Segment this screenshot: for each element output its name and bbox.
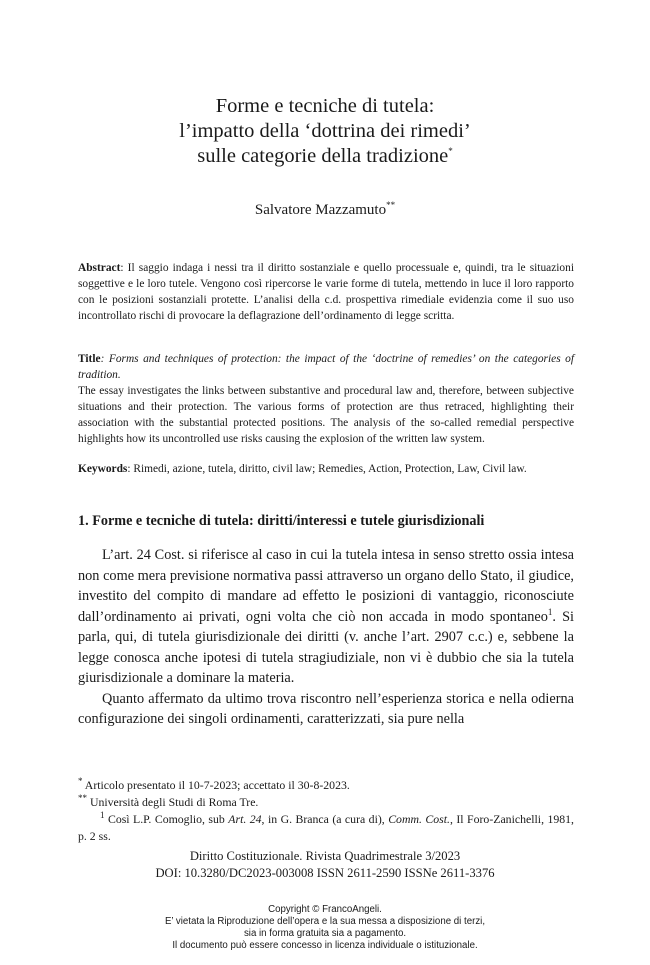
footnote-1 (78, 777, 574, 794)
footnote-3-italic-2: Comm. Cost. (388, 812, 450, 826)
paragraph-2: Quanto affermato da ultimo trova riscontro nell’esperienza storica e nella odierna configurazione dei singoli ordinamenti, caratterizzati, sia pure nella (78, 690, 574, 727)
footnote-ref-1: 1 (547, 606, 553, 617)
footnote-2-mark: ** (78, 793, 87, 804)
abstract-label: Abstract (78, 262, 121, 274)
copyright-line-3: sia in forma gratuita sia a pagamento. (243, 928, 407, 939)
copyright-line-2: E’ vietata la Riproduzione dell’opera e la sua messa a disposizione di terzi, (164, 916, 486, 927)
english-title-label: Title (78, 353, 101, 365)
author (0, 202, 650, 219)
footnote-3-mark: 1 (100, 810, 105, 821)
footnote-3-part-c: , Il Foro-Zanichelli, 1981, p. 2 ss. (78, 812, 575, 843)
keywords-text: : Rimedi, azione, tutela, diritto, civil law; Remedies, Action, Protection, Law, Civil law. (127, 463, 527, 475)
keywords (78, 461, 574, 477)
article-title (0, 94, 650, 169)
footnote-3-part-a: Così L.P. Comoglio, sub (104, 812, 229, 826)
footnote-3-italic-1: Art. 24 (228, 812, 262, 826)
keywords-label: Keywords (78, 463, 128, 475)
journal-line-1: Diritto Costituzionale. Rivista Quadrimestrale 3/2023 (189, 849, 461, 863)
paragraph-1-part-a: L’art. 24 Cost. si riferisce al caso in cui la tutela intesa in senso stretto ossia intesa non come mera previsione normativa passi attraverso un organo dello Stato, il giudice, investito del compito di mandare ad effetto le posizioni di vantaggio, riconosciute dall’ordinamento ai privati, ogni volta che ciò non accada in modo spontaneo (78, 547, 574, 625)
english-title: : Forms and techniques of protection: the impact of the ‘doctrine of remedies’ on the categories of tradition. (78, 353, 574, 381)
english-abstract (78, 351, 574, 447)
footnote-2-text: Università degli Studi di Roma Tre. (87, 795, 259, 809)
journal-line-2: DOI: 10.3280/DC2023-003008 ISSN 2611-2590 ISSNe 2611-3376 (155, 866, 495, 880)
journal-info (0, 848, 650, 882)
english-abstract-text: The essay investigates the links between substantive and procedural law and, therefore, between subjective situations and their protection. The various forms of protection are thus retraced, highlighting their association with the substantial protected positions. The analysis of the so-called remedial perspective highlights how its uncontrolled use risks causing the explosion of the written law system. (78, 385, 574, 445)
author-name: Salvatore Mazzamuto (254, 202, 387, 218)
paragraph-1 (78, 545, 574, 689)
body-text (78, 545, 574, 730)
copyright-notice (0, 904, 650, 952)
footnote-1-mark: * (78, 776, 83, 787)
title-line-1: Forme e tecniche di tutela: (215, 95, 435, 117)
footnote-1-text: Articolo presentato il 10-7-2023; accettato il 30-8-2023. (82, 778, 350, 792)
abstract (78, 260, 574, 324)
footnote-3-part-b: , in G. Branca (a cura di), (261, 812, 389, 826)
abstract-text: : Il saggio indaga i nessi tra il diritto sostanziale e quello processuale e, quindi, tra le situazioni soggettive e le loro tutele. Vengono così ripercorse le varie forme di tutela, mettendo in luce il loro rapporto con le posizioni sostanziali protette. L’analisi della c.d. prospettiva rimediale evidenzia come il suo uso incontrollato rischi di provocare la deflagrazione dell’ordinamento di legge scritta. (78, 262, 574, 322)
footnote-2 (78, 794, 574, 811)
title-line-3-text: sulle categorie della tradizione (197, 145, 449, 167)
title-line-2: l’impatto della ‘dottrina dei rimedi’ (179, 120, 471, 142)
footnote-3 (78, 811, 574, 845)
paragraph-1-part-b: . Si parla, qui, di tutela giurisdizionale dei diritti (v. anche l’art. 2907 c.c.) e, sebbene la legge conosca anche ipotesi di tutela stragiudiziale, non vi è dubbio che sia la tutela giurisdizionale a dominare la materia. (78, 608, 574, 686)
title-line-3 (0, 144, 650, 169)
author-footnote-mark: ** (386, 200, 396, 210)
section-heading: 1. Forme e tecniche di tutela: diritti/interessi e tutele giurisdizionali (78, 513, 485, 529)
title-footnote-mark: * (448, 146, 453, 157)
copyright-line-1: Copyright © FrancoAngeli. (268, 904, 382, 915)
footnotes (78, 777, 574, 845)
copyright-line-4: Il documento può essere concesso in licenza individuale o istituzionale. (172, 940, 478, 951)
